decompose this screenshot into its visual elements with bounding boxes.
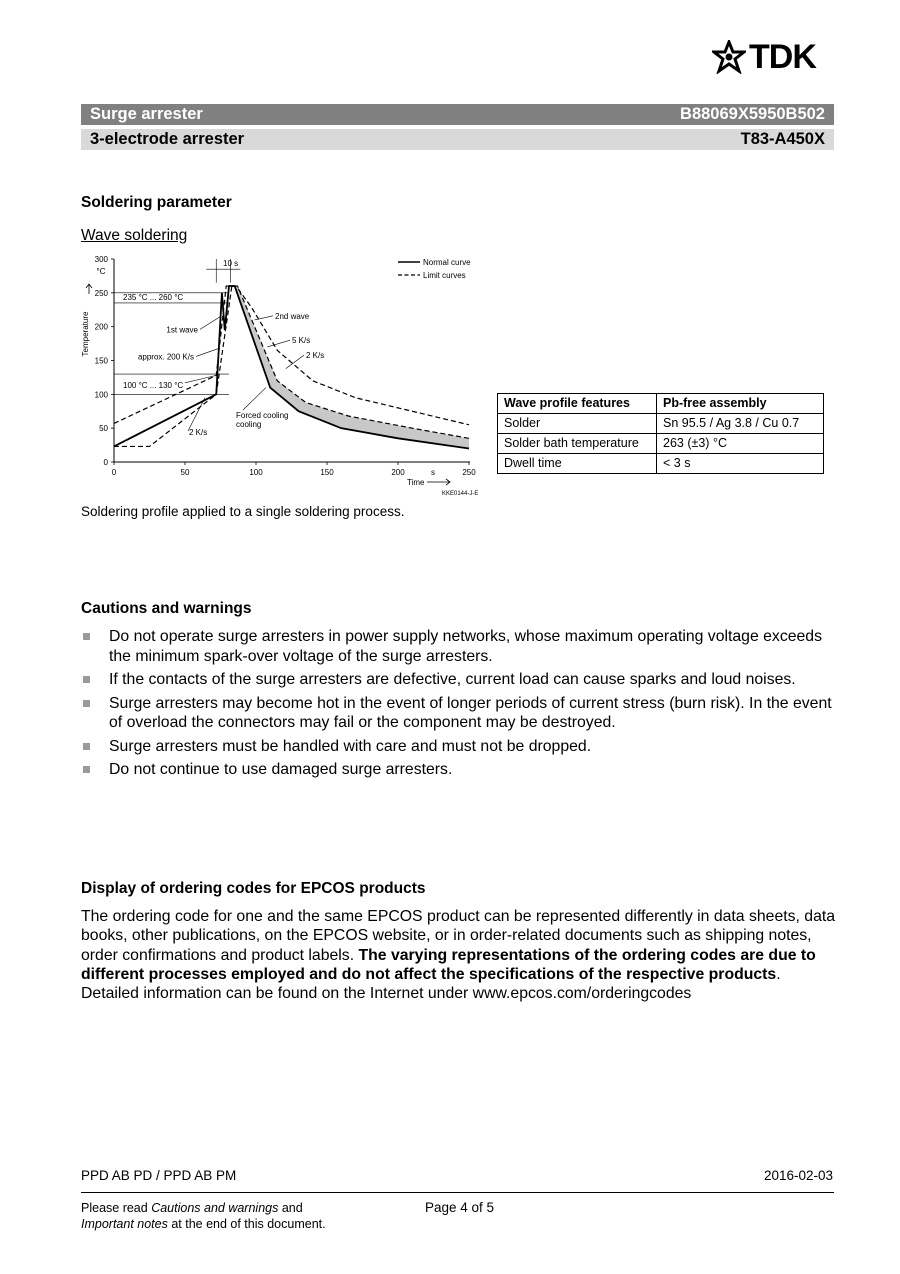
logo-wordmark: TDK [749, 38, 816, 76]
wave-profile-table [497, 393, 824, 474]
ordering-text-2: . Detailed information can be found on the Internet under www.epcos.com/orderingcodes [81, 965, 781, 1003]
footer-note-cautions: Cautions and warnings [151, 1201, 279, 1215]
section-heading-cautions: Cautions and warnings [81, 600, 252, 617]
model-number: T83-A450X [740, 130, 825, 148]
figure-id: KKE0144-J-E [442, 491, 479, 497]
ordering-code: B88069X5950B502 [680, 105, 825, 123]
x-tick-label: 0 [111, 468, 117, 477]
soldering-profile-chart [78, 250, 483, 500]
table-header-cell: Pb-free assembly [657, 394, 824, 414]
annotation-preheat-rate: 2 K/s [189, 428, 208, 437]
list-item [81, 670, 841, 690]
list-item [81, 737, 841, 757]
table-cell: Dwell time [498, 454, 657, 474]
x-tick-label: 250 [462, 468, 476, 477]
annotation-leader-line [267, 340, 290, 347]
footer-note-pre: Please read [81, 1201, 152, 1215]
x-tick-label: 200 [391, 468, 405, 477]
footer-date: 2016-02-03 [763, 1168, 833, 1183]
table-header-row [498, 394, 824, 414]
bullet-icon [83, 700, 90, 707]
subheading-wave-soldering: Wave soldering [81, 227, 188, 244]
table-header-cell: Wave profile features [498, 394, 657, 414]
table-row [498, 454, 824, 474]
list-item-text: Surge arresters may become hot in the event of longer periods of current stress (burn risk). In the event of overload the connectors may fail or the component may be destroyed. [109, 694, 832, 731]
chart-svg [78, 250, 483, 500]
annotation-second-wave: 2nd wave [275, 311, 310, 321]
chart-dynamic-layer [81, 255, 478, 497]
y-tick-label: 250 [94, 288, 108, 298]
y-tick-label: 150 [94, 356, 108, 366]
chart-caption: Soldering profile applied to a single soldering process. [81, 504, 405, 519]
annotation-cooling-2k: 2 K/s [306, 351, 325, 361]
table-cell: Solder bath temperature [498, 434, 657, 454]
bullet-icon [83, 676, 90, 683]
footer-note-mid: and [278, 1201, 303, 1215]
annotation-ramp-rate: approx. 200 K/s [137, 352, 194, 362]
table-cell: Solder [498, 414, 657, 434]
bullet-icon [83, 766, 90, 773]
footer-note-post: at the end of this document. [167, 1217, 326, 1231]
list-item-text: Do not operate surge arresters in power supply networks, whose maximum operating voltage exceeds the minimum spark-over voltage of the surge arresters. [109, 628, 822, 665]
annotation-cooling-5k: 5 K/s [292, 336, 311, 346]
page-number: Page 4 of 5 [425, 1200, 495, 1215]
footer-department: PPD AB PD / PPD AB PM [81, 1168, 237, 1183]
cooling-band [235, 286, 469, 448]
y-axis-arrow-icon [86, 284, 92, 294]
header-bar-product [81, 104, 834, 125]
table-cell: Sn 95.5 / Ag 3.8 / Cu 0.7 [657, 414, 824, 434]
x-axis-label: Time [407, 478, 425, 487]
annotation-peak-range: 235 °C ... 260 °C [123, 292, 184, 302]
annotation-forced-2: cooling [236, 420, 262, 429]
footer-note-important: Important notes [81, 1217, 168, 1231]
annotation-leader-line [200, 317, 221, 330]
bullet-icon [83, 743, 90, 750]
x-tick-label: 100 [249, 468, 263, 477]
cautions-list [81, 627, 841, 784]
table-row [498, 434, 824, 454]
footer-note [81, 1200, 326, 1232]
product-type: 3-electrode arrester [90, 130, 245, 148]
list-item [81, 760, 841, 780]
annotation-preheat-range: 100 °C ... 130 °C [123, 380, 184, 390]
x-unit-label: s [431, 468, 435, 477]
list-item [81, 627, 841, 666]
list-item-text: Surge arresters must be handled with care and must not be dropped. [109, 737, 592, 755]
legend-label-limit: Limit curves [423, 271, 466, 280]
annotation-first-wave: 1st wave [166, 325, 198, 335]
annotation-leader-line [185, 375, 216, 382]
x-axis-arrow-icon [427, 479, 450, 485]
y-tick-label: 200 [94, 322, 108, 332]
y-unit-label: °C [96, 267, 106, 276]
x-tick-label: 150 [320, 468, 334, 477]
y-tick-label: 100 [94, 390, 108, 400]
series-line-limit-lower [114, 286, 469, 446]
tdk-emblem-icon [712, 40, 746, 74]
section-heading-ordering: Display of ordering codes for EPCOS products [81, 880, 426, 897]
annotation-duration: 10 s [223, 259, 239, 268]
ordering-text-1: The ordering code for one and the same EPCOS product can be represented differently in data sheets, data books, other publications, on the EPCOS website, or in order-related documents such as shipping notes, order confirmations and product labels. [81, 908, 836, 964]
annotation-leader-line [243, 388, 266, 410]
y-tick-label: 300 [94, 255, 108, 264]
annotation-forced: Forced cooling [236, 411, 289, 420]
annotation-leader-line [286, 355, 304, 369]
section-heading-soldering: Soldering parameter [81, 194, 232, 211]
table-row [498, 414, 824, 434]
table-cell: < 3 s [657, 454, 824, 474]
x-tick-label: 50 [180, 468, 190, 477]
ordering-paragraph [81, 907, 837, 1003]
ordering-text-bold: The varying representations of the ordering codes are due to different processes employed and do not affect the specifications of the respective products [81, 946, 816, 983]
annotation-leader-line [188, 398, 205, 431]
header-bar-type [81, 129, 834, 150]
list-item [81, 694, 841, 733]
product-name: Surge arrester [90, 105, 203, 123]
annotation-leader-line [196, 348, 219, 356]
table-cell: 263 (±3) °C [657, 434, 824, 454]
footer-divider [81, 1192, 834, 1193]
y-tick-label: 0 [103, 458, 108, 467]
tdk-logo [712, 40, 837, 74]
series-line-normal [114, 286, 469, 448]
list-item-text: Do not continue to use damaged surge arresters. [109, 761, 453, 778]
bullet-icon [83, 633, 90, 640]
legend-label-normal: Normal curve [423, 258, 471, 267]
list-item-text: If the contacts of the surge arresters are defective, current load can cause sparks and loud noises. [109, 671, 796, 688]
y-axis-label: Temperature [81, 311, 90, 357]
y-tick-label: 50 [99, 424, 108, 434]
